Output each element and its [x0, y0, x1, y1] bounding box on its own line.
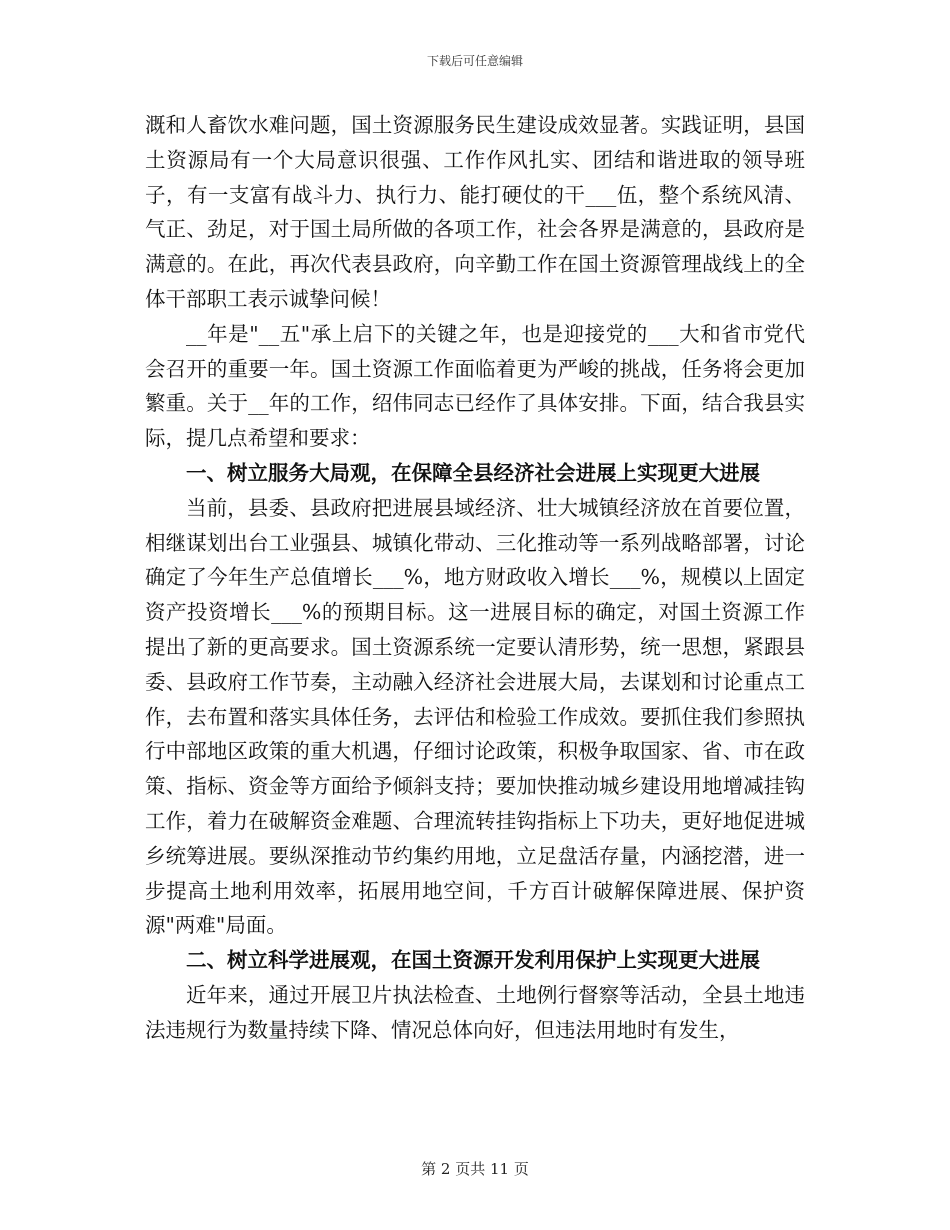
- document-body: [145, 108, 805, 1048]
- paragraph-section-2: 近年来，通过开展卫片执法检查、土地例行督察等活动，全县土地违法违规行为数量持续下降、情况总体向好，但违法用地时有发生，: [145, 982, 805, 1042]
- paragraph-continuation: 溉和人畜饮水难问题，国土资源服务民生建设成效显著。实践证明，县国土资源局有一个大局意识很强、工作作风扎实、团结和谐进取的领导班子，有一支富有战斗力、执行力、能打硬仗的干___伍，整个系统风清、气正、劲足，对于国土局所做的各项工作，社会各界是满意的，县政府是满意的。在此，再次代表县政府，向辛勤工作在国土资源管理战线上的全体干部职工表示诚挚问候！: [145, 113, 805, 311]
- paragraph-intro: __年是"__五"承上启下的关键之年，也是迎接党的___大和省市党代会召开的重要一年。国土资源工作面临着更为严峻的挑战，任务将会更加繁重。关于__年的工作，绍伟同志已经作了具体安排。下面，结合我县实际，提几点希望和要求：: [145, 321, 805, 451]
- page-header: 下载后可任意编辑: [426, 54, 523, 68]
- section-heading-2: 二、树立科学进展观，在国土资源开发利用保护上实现更大进展: [186, 948, 760, 973]
- paragraph-section-1: 当前，县委、县政府把进展县域经济、壮大城镇经济放在首要位置，相继谋划出台工业强县、城镇化带动、三化推动等一系列战略部署，讨论确定了今年生产总值增长___%，地方财政收入增长___%，规模以上固定资产投资增长___%的预期目标。这一进展目标的确定，对国土资源工作提出了新的更高要求。国土资源系统一定要认清形势，统一思想，紧跟县委、县政府工作节奏，主动融入经济社会进展大局，去谋划和讨论重点工作，去布置和落实具体任务，去评估和检验工作成效。要抓住我们参照执行中部地区政策的重大机遇，仔细讨论政策，积极争取国家、省、市在政策、指标、资金等方面给予倾斜支持；要加快推动城乡建设用地增减挂钩工作，着力在破解资金难题、合理流转挂钩指标上下功夫，更好地促进城乡统筹进展。要纵深推动节约集约用地，立足盘活存量，内涵挖潜，进一步提高土地利用效率，拓展用地空间，千方百计破解保障进展、保护资源"两难"局面。: [145, 495, 805, 938]
- section-heading-1: 一、树立服务大局观，在保障全县经济社会进展上实现更大进展: [186, 460, 760, 485]
- page-footer: 第 2 页共 11 页: [421, 1160, 529, 1178]
